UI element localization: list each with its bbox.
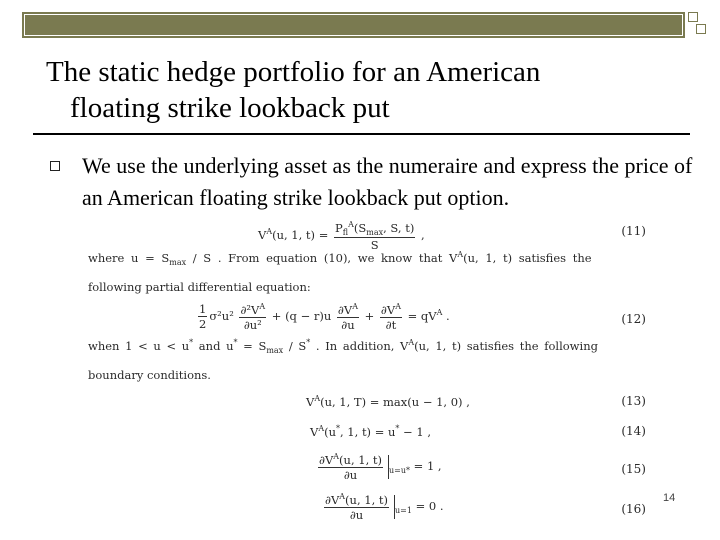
equation-image-block xyxy=(88,214,656,534)
corner-square-bottom xyxy=(696,24,706,34)
equation-15: $\frac{\partial V^A(u, 1, t)}{\partial u}$ $_{u=u*}$ = 1 , (15) xyxy=(319,452,646,482)
bullet-text: We use the underlying asset as the numeraire and express the price of an American floating strike lookback put option. xyxy=(82,153,693,210)
equation-number-16: (16) xyxy=(621,502,646,516)
equation-text-boundary: boundary conditions. xyxy=(88,368,211,382)
equation-text-when: when 1 < u < u* and $u^* = S_{max} / S^*$ . In addition, $V^A(u$, 1, t) satisfies the following xyxy=(88,338,598,356)
equation-12: $\frac{1}{2}$ σ²u² $\frac{\partial^2V^A}{\text{∂u²}}$ + (q − r)u $\frac{\partial V^A}{\partial u}$ + $\frac{\partial V^A}{\partial t}$ = $qV^A$ . (12) xyxy=(199,302,646,332)
equation-14: $V^A(u^*$, 1, t) = u* − 1 , (14) xyxy=(310,424,646,439)
equation-number-14: (14) xyxy=(621,424,646,438)
equation-13: $V^A(u$, 1, T) = max(u − 1, 0) , (13) xyxy=(306,394,646,409)
page-number: 14 xyxy=(663,492,676,504)
equation-number-13: (13) xyxy=(621,394,646,408)
equation-11: $V^A(u$, 1, t) = $\frac{P_{fl}^A(S_{max}, S, t)}{S}$ , (11) xyxy=(258,220,646,253)
slide-title xyxy=(46,54,686,126)
equation-number-15: (15) xyxy=(621,462,646,476)
title-line-1: The static hedge portfolio for an American xyxy=(46,56,541,88)
title-line-2: floating strike lookback put xyxy=(70,92,390,124)
equation-text-where: where $u = S_{max} / S$ . From equation (10), we know that $V^A(u$, 1, t) satisfies the xyxy=(88,250,592,268)
equation-text-following: following partial differential equation: xyxy=(88,280,311,294)
corner-square-top xyxy=(688,12,698,22)
title-divider xyxy=(33,133,690,135)
equation-number-12: (12) xyxy=(621,312,646,326)
equation-16: $\frac{\partial V^A(u, 1, t)}{\partial u}$ $_{u=1}$ = 0 . (16) xyxy=(325,492,646,522)
decorative-top-bar xyxy=(22,12,685,38)
equation-number-11: (11) xyxy=(621,224,646,238)
bullet-square-icon xyxy=(50,161,60,171)
